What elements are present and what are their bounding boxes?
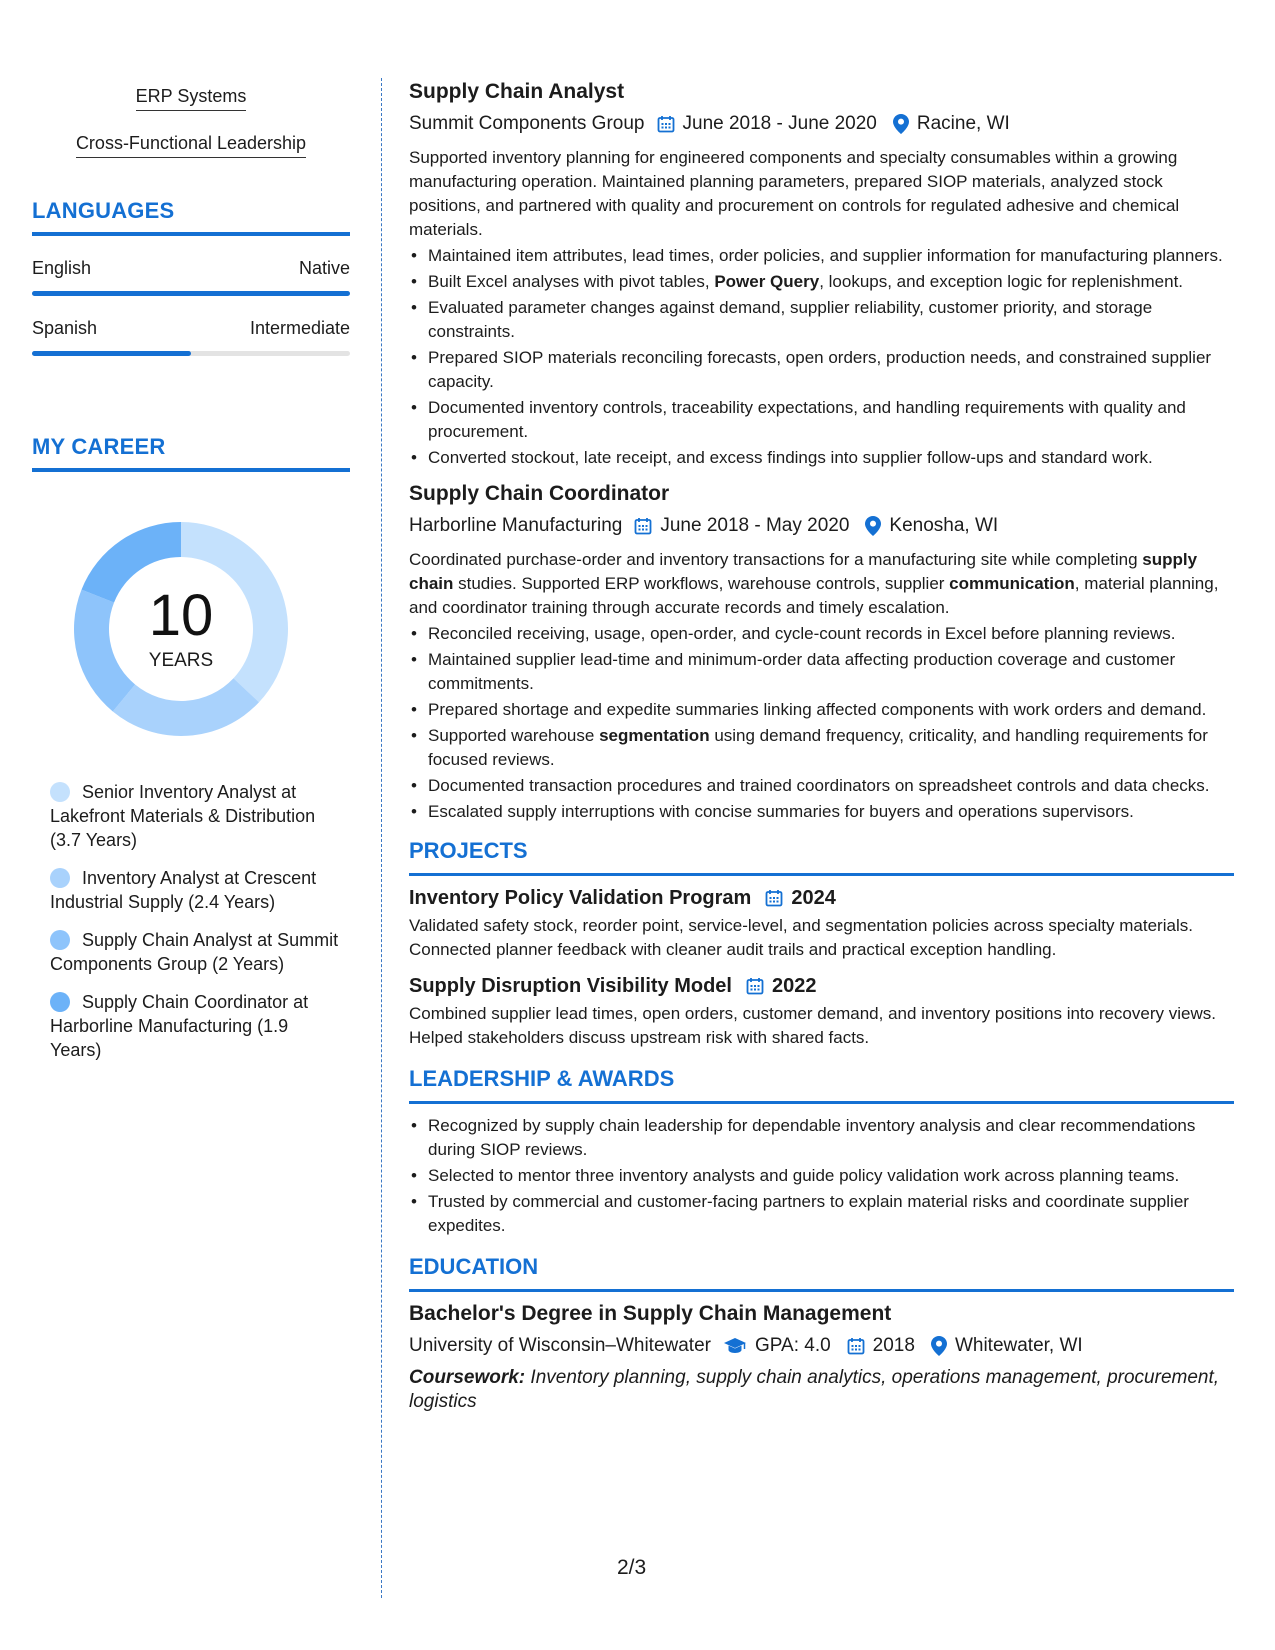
career-heading: MY CAREER — [32, 434, 166, 459]
sidebar — [32, 84, 350, 1076]
calendar-icon — [657, 115, 675, 133]
coursework — [409, 1366, 1234, 1414]
leadership-bullet: • Selected to mentor three inventory analysts and guide policy validation work across planning teams. — [409, 1164, 1234, 1188]
education-heading: EDUCATION — [409, 1254, 539, 1279]
project-description: Validated safety stock, reorder point, service-level, and segmentation policies across specialty materials. Connected planner feedback with cleaner audit trails and practical exception handling. — [409, 916, 1193, 959]
column-divider — [381, 78, 382, 1598]
job-bullet: • Prepared shortage and expedite summaries linking affected components with work orders and demand. — [409, 698, 1234, 722]
career-legend — [50, 780, 340, 1062]
legend-dot — [50, 930, 70, 950]
calendar-icon — [746, 977, 764, 995]
legend-item — [50, 990, 340, 1062]
legend-dot — [50, 782, 70, 802]
language-item — [32, 258, 350, 296]
education-meta — [409, 1332, 1234, 1360]
job-bullets — [409, 622, 1234, 824]
project-name: Supply Disruption Visibility Model — [409, 975, 732, 997]
page-number: 2/3 — [617, 1556, 647, 1579]
legend-item — [50, 780, 340, 852]
job-title: Supply Chain Analyst — [409, 80, 625, 103]
job-summary: Coordinated purchase-order and inventory transactions for a manufacturing site while completing supply chain studies. Supported ERP workflows, warehouse controls, supplier communication, material planning, and coordinator training through accurate records and timely escalation. — [409, 550, 1219, 617]
leadership-bullets — [409, 1114, 1234, 1238]
job-bullet: • Documented inventory controls, traceability expectations, and handling requirements with quality and procurement. — [409, 396, 1234, 444]
project-name: Inventory Policy Validation Program — [409, 887, 752, 909]
graduation-year: 2018 — [872, 1335, 915, 1356]
calendar-icon — [634, 517, 652, 535]
legend-dot — [50, 992, 70, 1012]
career-total-label: YEARS — [148, 650, 214, 671]
project-year: 2022 — [772, 975, 817, 997]
job-location: Kenosha, WI — [889, 515, 999, 536]
main-content — [409, 78, 1234, 1414]
section-rule — [32, 468, 350, 472]
job-bullet: • Reconciled receiving, usage, open-order, and cycle-count records in Excel before planning reviews. — [409, 622, 1234, 646]
job-meta — [409, 512, 1234, 540]
job-bullet: • Documented transaction procedures and trained coordinators on spreadsheet controls and data checks. — [409, 774, 1234, 798]
skill-label: Cross-Functional Leadership — [76, 131, 306, 158]
project-entry — [409, 972, 1234, 1050]
leadership-bullet: • Trusted by commercial and customer-facing partners to explain material risks and coordinate supplier expedites. — [409, 1190, 1234, 1238]
project-header — [409, 884, 1234, 912]
career-donut-chart — [66, 514, 296, 744]
location-pin-icon — [865, 516, 881, 536]
language-proficiency-fill — [32, 291, 350, 296]
project-description: Combined supplier lead times, open orders, customer demand, and inventory positions into recovery views. Helped stakeholders discuss upstream risk with shared facts. — [409, 1004, 1216, 1047]
project-year: 2024 — [791, 887, 836, 909]
job-bullets — [409, 244, 1234, 470]
legend-label: Supply Chain Analyst at Summit Components Group (2 Years) — [50, 930, 339, 974]
school-location: Whitewater, WI — [954, 1335, 1083, 1356]
job-bullet: • Supported warehouse segmentation using demand frequency, criticality, and handling requirements for focused reviews. — [409, 724, 1234, 772]
leadership-bullet: • Recognized by supply chain leadership for dependable inventory analysis and clear recommendations during SIOP reviews. — [409, 1114, 1234, 1162]
job-bullet: • Maintained item attributes, lead times, order policies, and supplier information for manufacturing planners. — [409, 244, 1234, 268]
location-pin-icon — [893, 114, 909, 134]
job-bullet: • Escalated supply interruptions with concise summaries for buyers and operations supervisors. — [409, 800, 1234, 824]
job-bullet: • Evaluated parameter changes against demand, supplier reliability, customer priority, and storage constraints. — [409, 296, 1234, 344]
job-bullet: • Prepared SIOP materials reconciling forecasts, open orders, production needs, and constrained supplier capacity. — [409, 346, 1234, 394]
job-dates: June 2018 - May 2020 — [660, 515, 850, 536]
language-proficiency-bar — [32, 351, 350, 356]
career-total-years: 10 — [148, 583, 214, 648]
skill-label: ERP Systems — [136, 84, 247, 111]
job-meta — [409, 110, 1234, 138]
language-name: English — [32, 258, 92, 278]
donut-center — [66, 514, 296, 744]
job-bullet: • Maintained supplier lead-time and minimum-order data affecting production coverage and customer commitments. — [409, 648, 1234, 696]
projects-heading: PROJECTS — [409, 838, 528, 863]
location-pin-icon — [931, 1336, 947, 1356]
language-item — [32, 318, 350, 356]
legend-item — [50, 928, 340, 976]
calendar-icon — [765, 889, 783, 907]
job-bullet: • Converted stockout, late receipt, and excess findings into supplier follow-ups and standard work. — [409, 446, 1234, 470]
section-rule — [409, 1101, 1234, 1104]
leadership-heading: LEADERSHIP & AWARDS — [409, 1066, 675, 1091]
language-proficiency-fill — [32, 351, 191, 356]
job-location: Racine, WI — [916, 113, 1010, 134]
graduation-cap-icon — [723, 1337, 747, 1355]
language-name: Spanish — [32, 318, 98, 338]
section-rule — [32, 232, 350, 236]
coursework-list: Inventory planning, supply chain analytics, operations management, procurement, logistics — [409, 1367, 1220, 1412]
legend-label: Senior Inventory Analyst at Lakefront Materials & Distribution (3.7 Years) — [50, 782, 316, 850]
coursework-label: Coursework: — [409, 1367, 526, 1388]
company-name: Harborline Manufacturing — [409, 515, 623, 536]
experience-entry — [409, 480, 1234, 824]
job-dates: June 2018 - June 2020 — [682, 113, 877, 134]
legend-item — [50, 866, 340, 914]
job-bullet: • Built Excel analyses with pivot tables, Power Query, lookups, and exception logic for replenishment. — [409, 270, 1234, 294]
section-rule — [409, 873, 1234, 876]
school-name: University of Wisconsin–Whitewater — [409, 1335, 711, 1356]
job-title: Supply Chain Coordinator — [409, 482, 670, 505]
languages-heading: LANGUAGES — [32, 198, 175, 223]
project-entry — [409, 884, 1234, 962]
skill-chip — [32, 84, 350, 111]
legend-label: Supply Chain Coordinator at Harborline Manufacturing (1.9 Years) — [50, 992, 309, 1060]
degree-title: Bachelor's Degree in Supply Chain Management — [409, 1302, 892, 1325]
job-summary: Supported inventory planning for engineered components and specialty consumables within a growing manufacturing operation. Maintained planning parameters, prepared SIOP materials, analyzed stock positions, and partnered with quality and procurement on controls for regulated adhesive and chemical materials. — [409, 148, 1180, 239]
gpa: GPA: 4.0 — [754, 1335, 831, 1356]
language-level: Intermediate — [249, 318, 350, 338]
company-name: Summit Components Group — [409, 113, 645, 134]
calendar-icon — [847, 1337, 865, 1355]
experience-entry — [409, 78, 1234, 470]
skill-chip — [32, 131, 350, 158]
language-proficiency-bar — [32, 291, 350, 296]
project-header — [409, 972, 1234, 1000]
section-rule — [409, 1289, 1234, 1292]
legend-dot — [50, 868, 70, 888]
language-level: Native — [298, 258, 350, 278]
legend-label: Inventory Analyst at Crescent Industrial Supply (2.4 Years) — [50, 868, 317, 912]
